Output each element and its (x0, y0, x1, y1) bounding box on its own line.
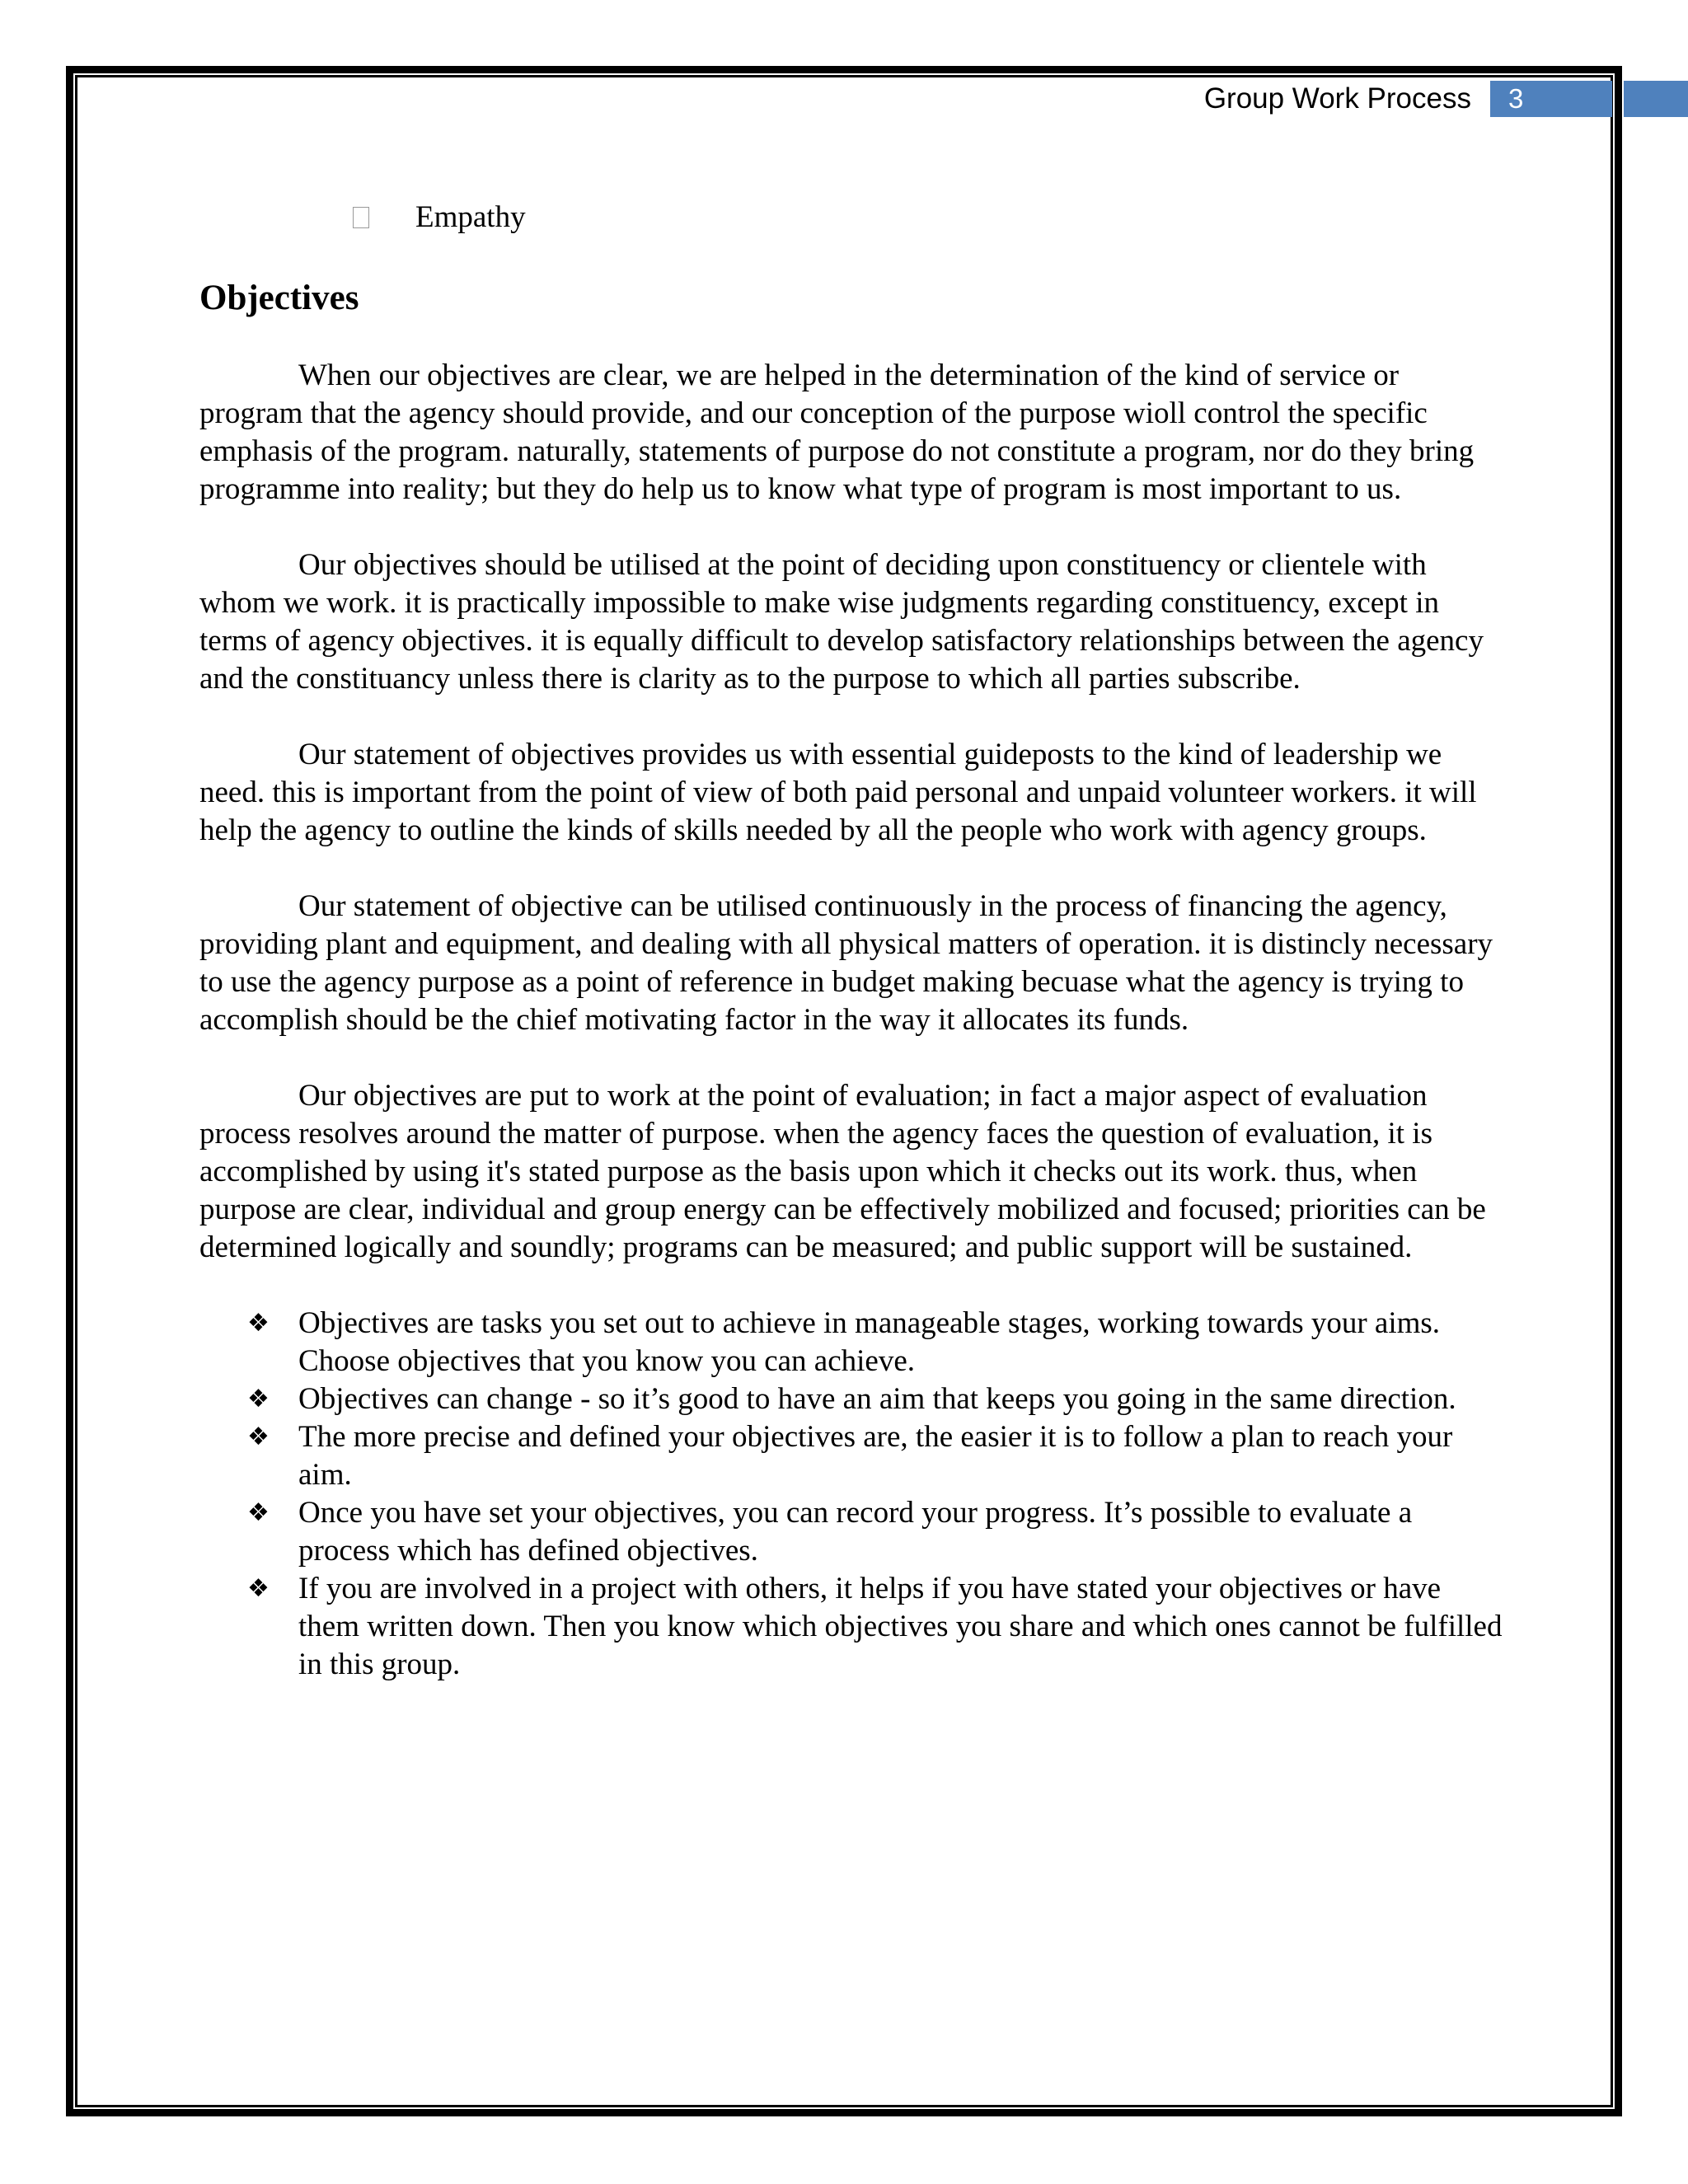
page-number-badge: 3 (1490, 81, 1612, 117)
four-diamond-bullet-icon: ❖ (247, 1385, 270, 1413)
paragraph: When our objectives are clear, we are helped in the determination of the kind of service or program that the agency should provide, and our conception of the purpose wioll control the specific emphasis of the program. naturally, statements of purpose do not constitute a program, nor do they bring programme into reality; but they do help us to know what type of program is most important to us. (199, 359, 1475, 506)
missing-glyph-box-icon (353, 207, 369, 228)
bullet-text: Once you have set your objectives, you can record your progress. It’s possible to evaluate a process which has defined objectives. (298, 1496, 1413, 1568)
header-accent-tab (1624, 81, 1688, 117)
bullet-text: The more precise and defined your objectives are, the easier it is to follow a plan to reach your aim. (298, 1420, 1453, 1492)
bullet-item (199, 1380, 1507, 1418)
section-body (199, 357, 1507, 1684)
bullet-item (199, 1305, 1507, 1380)
bullet-text: Objectives are tasks you set out to achieve in manageable stages, working towards your aims. Choose objectives that you know you can achieve. (298, 1306, 1441, 1378)
four-diamond-bullet-icon: ❖ (247, 1574, 270, 1603)
bullet-item (199, 1570, 1507, 1684)
bullet-text: If you are involved in a project with others, it helps if you have stated your objectives or have them written down. Then you know which objectives you share and which ones cannot be fulfilled in this group. (298, 1572, 1503, 1681)
objectives-bullet-list (199, 1305, 1507, 1684)
header-title: Group Work Process (1203, 82, 1471, 115)
four-diamond-bullet-icon: ❖ (247, 1309, 270, 1338)
empathy-list-item (353, 199, 526, 237)
bullet-text: Objectives can change - so it’s good to have an aim that keeps you going in the same direction. (298, 1382, 1456, 1416)
four-diamond-bullet-icon: ❖ (247, 1498, 270, 1527)
paragraph: Our statement of objective can be utilised continuously in the process of financing the agency, providing plant and equipment, and dealing with all physical matters of operation. it is distincly necessary to use the agency purpose as a point of reference in budget making becuase what the agency is trying to accomplish should be the chief motivating factor in the way it allocates its funds. (199, 889, 1493, 1037)
paragraph: Our objectives should be utilised at the point of deciding upon constituency or clientele with whom we work. it is practically impossible to make wise judgments regarding constituency, except in terms of agency objectives. it is equally difficult to develop satisfactory relationships between the agency and the constituancy unless there is clarity as to the purpose to which all parties subscribe. (199, 548, 1484, 696)
section-heading: Objectives (199, 279, 359, 317)
four-diamond-bullet-icon: ❖ (247, 1422, 270, 1451)
paragraph: Our objectives are put to work at the point of evaluation; in fact a major aspect of evaluation process resolves around the matter of purpose. when the agency faces the question of evaluation, it is accomplished by using it's stated purpose as the basis upon which it checks out its work. thus, when purpose are clear, individual and group energy can be effectively mobilized and focused; priorities can be determined logically and soundly; programs can be measured; and public support will be sustained. (199, 1079, 1486, 1264)
paragraph: Our statement of objectives provides us with essential guideposts to the kind of leadership we need. this is important from the point of view of both paid personal and unpaid volunteer workers. it will help the agency to outline the kinds of skills needed by all the people who work with agency groups. (199, 738, 1477, 847)
empathy-label: Empathy (415, 200, 526, 234)
bullet-item (199, 1494, 1507, 1570)
bullet-item (199, 1418, 1507, 1494)
